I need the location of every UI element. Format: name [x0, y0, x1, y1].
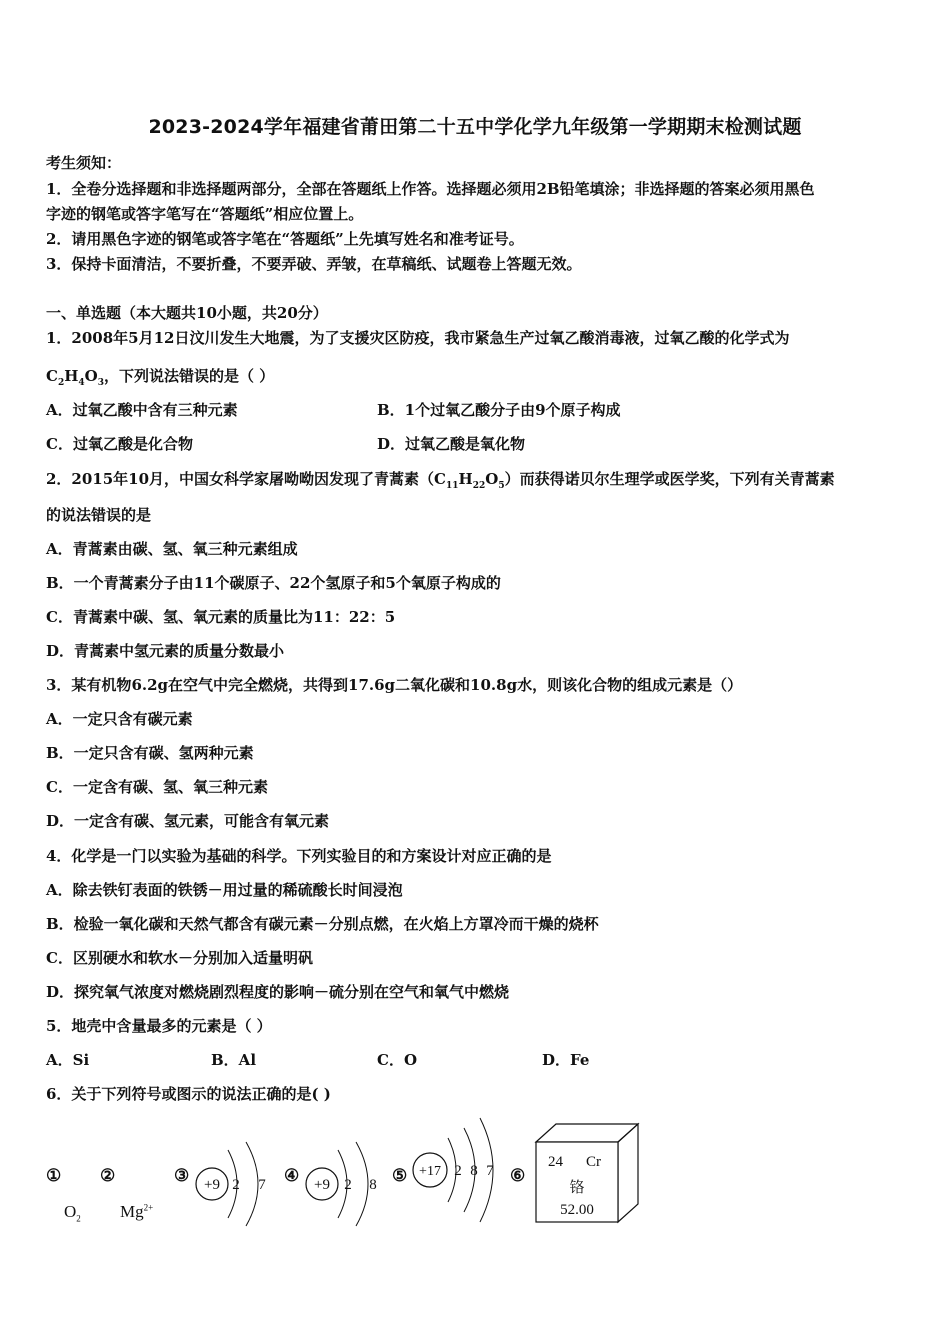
element-number: 24	[548, 1154, 563, 1170]
q4-option-c: C．区别硬水和软水－分别加入适量明矾	[46, 949, 313, 967]
element-name: 铬	[569, 1178, 585, 1196]
q2-option-b: B．一个青蒿素分子由11个碳原子、22个氢原子和5个氧原子构成的	[46, 574, 501, 592]
q4-option-a: A．除去铁钉表面的铁锈－用过量的稀硫酸长时间浸泡	[46, 881, 403, 899]
section-heading: 一、单选题（本大题共10小题，共20分）	[46, 304, 328, 322]
atom-5-nucleus: +17	[419, 1164, 441, 1179]
q1-option-b: B．1个过氧乙酸分子由9个原子构成	[377, 401, 621, 419]
q1-stem-line2: $C_2H_4O_3$，下列说法错误的是（ ）	[46, 367, 275, 388]
atom-5-diagram	[413, 1118, 494, 1222]
q4-option-b: B．检验一氧化碳和天然气都含有碳元素－分别点燃，在火焰上方罩冷而干燥的烧杯	[46, 915, 599, 933]
q6-stem: 6．关于下列符号或图示的说法正确的是( )	[46, 1085, 331, 1103]
page-title: 2023-2024学年福建省莆田第二十五中学化学九年级第一学期期末检测试题	[148, 116, 802, 138]
label-4: ④	[284, 1166, 300, 1186]
atom-3-shell-1: 2	[232, 1177, 240, 1193]
label-6: ⑥	[510, 1166, 526, 1186]
notice-line-1b: 字迹的钢笔或答字笔写在“答题纸”相应位置上。	[46, 205, 364, 223]
label-5: ⑤	[392, 1166, 408, 1186]
atom-3-nucleus: +9	[204, 1177, 220, 1193]
q3-option-c: C．一定含有碳、氢、氧三种元素	[46, 778, 268, 796]
atom-5-shell-2: 8	[470, 1163, 478, 1179]
atom-3-diagram	[196, 1142, 266, 1226]
notice-line-2: 2．请用黑色字迹的钢笔或答字笔在“答题纸”上先填写姓名和准考证号。	[46, 230, 524, 248]
q4-stem: 4．化学是一门以实验为基础的科学。下列实验目的和方案设计对应正确的是	[46, 847, 552, 865]
q1-option-c: C．过氧乙酸是化合物	[46, 435, 193, 453]
element-symbol: Cr	[586, 1154, 601, 1170]
atom-5-shell-1: 2	[454, 1163, 462, 1179]
notice-line-1a: 1．全卷分选择题和非选择题两部分，全部在答题纸上作答。选择题必须用2B铅笔填涂；非选择题的答案必须用黑色	[46, 180, 815, 198]
label-3: ③	[174, 1166, 190, 1186]
atom-4-shell-2: 8	[369, 1177, 377, 1193]
q5-option-d: D．Fe	[542, 1051, 590, 1069]
element-mass: 52.00	[560, 1202, 594, 1218]
element-card	[536, 1124, 638, 1222]
q5-option-c: C．O	[377, 1051, 418, 1069]
q2-option-a: A．青蒿素由碳、氢、氧三种元素组成	[46, 540, 298, 558]
atom-5-shell-3: 7	[486, 1163, 494, 1179]
q6-figure	[0, 1110, 950, 1230]
atom-diagrams	[0, 1110, 950, 1230]
q2-option-c: C．青蒿素中碳、氢、氧元素的质量比为11：22：5	[46, 608, 396, 626]
atom-4-shell-1: 2	[344, 1177, 352, 1193]
q1-option-d: D．过氧乙酸是氧化物	[377, 435, 526, 453]
atom-3-shell-2: 7	[258, 1177, 266, 1193]
q2-option-d: D．青蒿素中氢元素的质量分数最小	[46, 642, 285, 660]
q3-option-d: D．一定含有碳、氢元素，可能含有氧元素	[46, 812, 330, 830]
atom-4-diagram	[306, 1142, 377, 1226]
q3-option-a: A．一定只含有碳元素	[46, 710, 193, 728]
q2-stem-line1: 2．2015年10月，中国女科学家屠呦呦因发现了青蒿素$(C_{11}H_{22}O_5)$而获得诺贝尔生理学或医学奖，下列有关青蒿素	[46, 470, 835, 491]
q3-stem: 3．某有机物6.2g在空气中完全燃烧，共得到17.6g二氧化碳和10.8g水，则该化合物的组成元素是（）	[46, 676, 743, 694]
ion-mg: $Mg^{2+}$	[120, 1202, 154, 1221]
notice-line-3: 3．保持卡面清洁，不要折叠，不要弄破、弄皱，在草稿纸、试题卷上答题无效。	[46, 255, 582, 273]
q5-option-b: B．Al	[211, 1051, 257, 1069]
label-2: ②	[100, 1166, 116, 1186]
q2-stem-line2: 的说法错误的是	[46, 506, 152, 524]
q5-stem: 5．地壳中含量最多的元素是（ ）	[46, 1017, 272, 1035]
q1-stem-line1: 1．2008年5月12日汶川发生大地震，为了支援灾区防疫，我市紧急生产过氧乙酸消毒液，过氧乙酸的化学式为	[46, 329, 790, 347]
label-1: ①	[46, 1166, 62, 1186]
q3-option-b: B．一定只含有碳、氢两种元素	[46, 744, 254, 762]
q4-option-d: D．探究氧气浓度对燃烧剧烈程度的影响－硫分别在空气和氧气中燃烧	[46, 983, 510, 1001]
q1-option-a: A．过氧乙酸中含有三种元素	[46, 401, 238, 419]
formula-o2: $O_2$	[64, 1202, 81, 1224]
notice-heading: 考生须知：	[46, 154, 122, 172]
atom-4-nucleus: +9	[314, 1177, 330, 1193]
q5-option-a: A．Si	[46, 1051, 90, 1069]
